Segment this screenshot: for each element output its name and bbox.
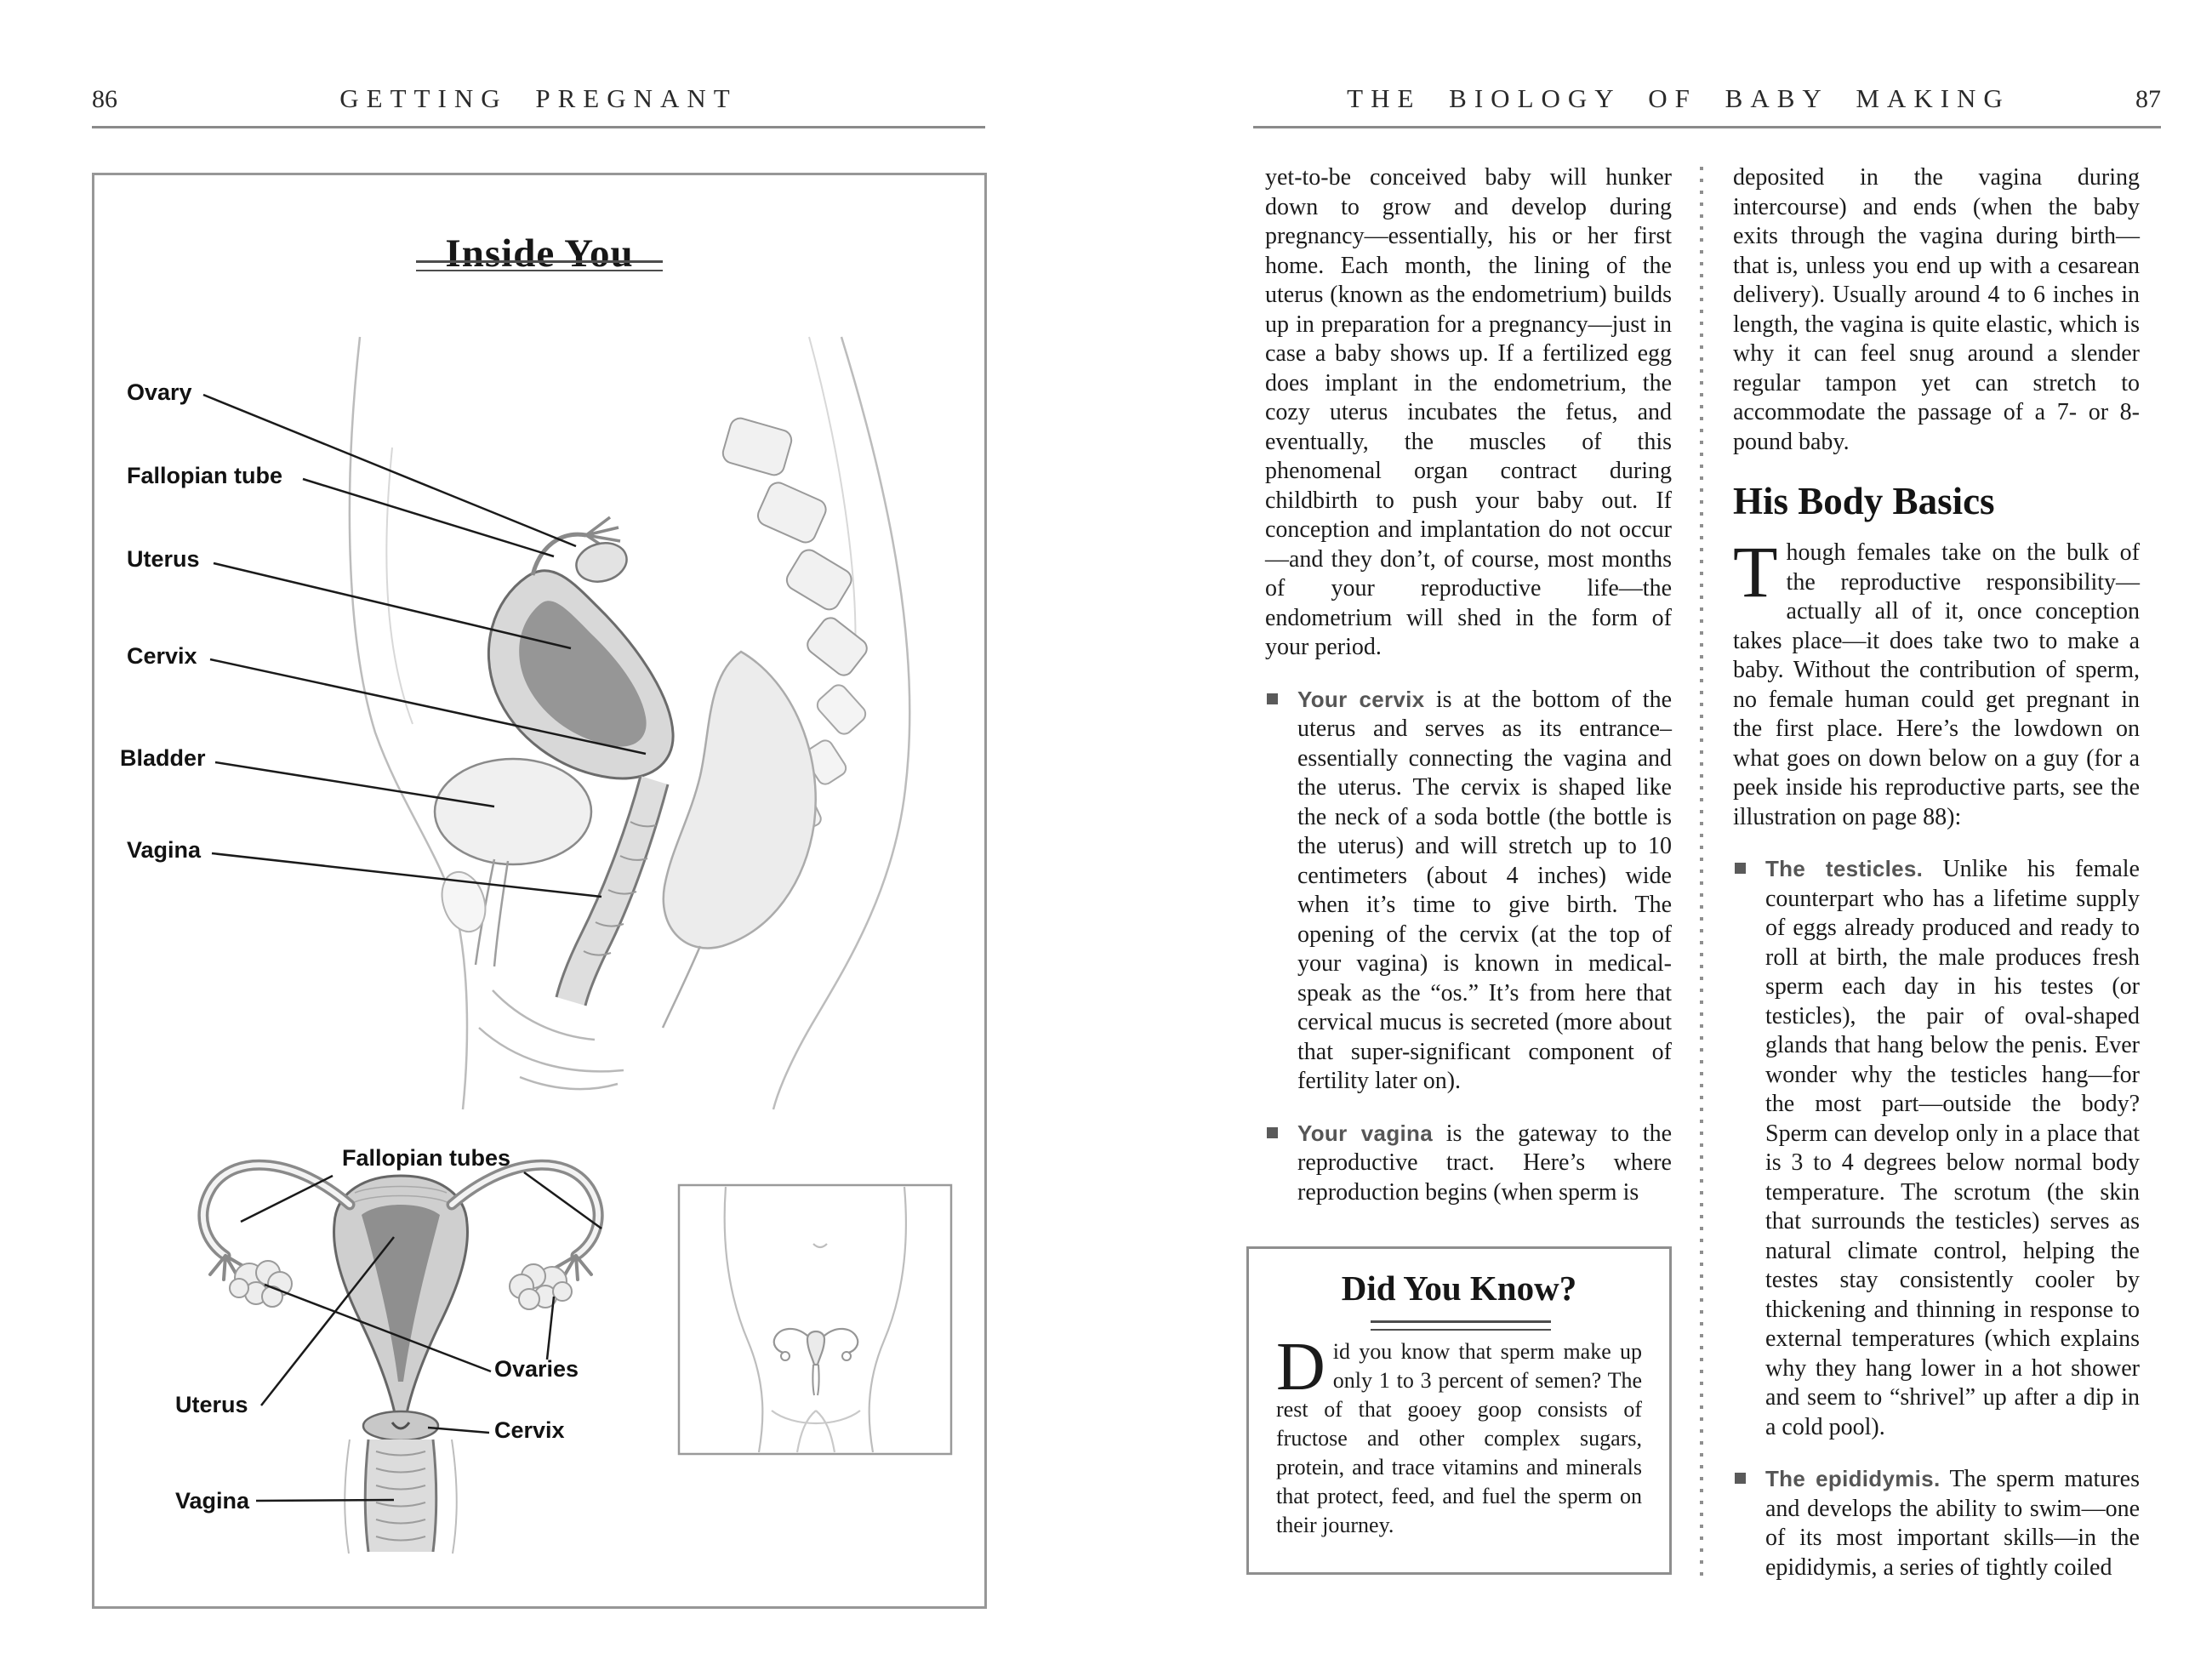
label-fallopian-tube: Fallopian tube — [127, 463, 283, 488]
did-you-know-box — [1246, 1246, 1672, 1575]
bullet-lead-in: The epididymis. — [1765, 1466, 1941, 1491]
bullet-item-epididymis — [1733, 1464, 2140, 1582]
bullet-text: Unlike his female counterpart who has a lifetime supply of eggs already produced and ready to roll at birth, the male produces fresh sperm each day in his testes (or testicles), the pair of oval-shaped glands that hang below the penis. Ever wonder why the testicles hang—for the most part—outside the body? Sperm can develop only in a place that is 3 to 4 degrees below normal body temperature. The scrotum (the skin that surrounds the testicles) serves as natural climate control, helping the testes stay consistently cooler by thickening and thinning in response to external temperatures (which explains why they hang lower in a hot shower and seem to “shrivel” up after a dip in a cold pool). — [1765, 856, 2140, 1440]
did-you-know-rule — [1371, 1320, 1551, 1331]
label-cervix-side: Cervix — [127, 643, 197, 669]
bullet-square-icon — [1735, 863, 1746, 874]
right-head-rule — [1253, 126, 2161, 128]
right-page-number: 87 — [2135, 85, 2161, 113]
drop-cap: D — [1276, 1330, 1325, 1405]
label-fallopian-tubes: Fallopian tubes — [341, 1145, 511, 1171]
bullet-text: is at the bottom of the uterus and serves as its entrance–essentially connecting the vagina and the uterus. The cervix is shaped like the neck of a soda bottle (the bottle is the uterus) and will stretch up to 10 centimeters (about 4 inches) wide when it’s time to give birth. The opening of the cervix (at the top of your vagina) is known in medical-speak as the “os.” It’s from here that cervical mucus is secreted (more about that super-significant component of fertility later on). — [1297, 686, 1672, 1094]
label-cervix-front: Cervix — [494, 1417, 565, 1443]
label-uterus-side: Uterus — [127, 546, 200, 572]
drop-cap: T — [1733, 531, 1778, 613]
body-paragraph: yet-to-be conceived baby will hunker down to grow and develop during pregnancy—essentially, his or her first home. Each month, the lining of the uterus (known as the endometrium) builds up in preparation for a pregnancy—just in case a baby shows up. If a fertilized egg does implant in the endometrium, the cozy uterus incubates the fetus, and eventually, the muscles of this phenomenal organ contract during childbirth to push your baby out. If conception and implantation do not occur—and they don’t, of course, most months of your reproductive life—the endometrium will shed in the form of your period. — [1265, 164, 1672, 660]
body-paragraph — [1733, 531, 2140, 832]
right-page-column-1 — [1265, 163, 1672, 1229]
right-page-column-2 — [1733, 163, 2140, 1605]
figure-title: Inside You — [445, 231, 634, 276]
label-vagina-side: Vagina — [127, 837, 202, 863]
did-you-know-title: Did You Know? — [1341, 1268, 1577, 1308]
left-running-head: GETTING PREGNANT — [339, 83, 738, 113]
torso-inset-drawing — [679, 1185, 951, 1454]
bullet-lead-in: Your vagina — [1297, 1120, 1433, 1146]
bullet-lead-in: The testicles. — [1765, 856, 1924, 881]
label-ovary: Ovary — [127, 379, 192, 405]
bullet-item-cervix — [1265, 685, 1672, 1097]
inside-you-figure-box — [92, 173, 987, 1609]
column-divider — [1700, 167, 1703, 1577]
body-text: hough females take on the bulk of the reproductive responsibility—actually all of it, once conception takes place—it does take two to make a baby. Without the contribution of sperm, no female human could get pregnant in the first place. Here’s the lowdown on what goes on down below on a guy (for a peek inside his reproductive parts, see the illustration on page 88): — [1733, 539, 2140, 830]
section-heading: His Body Basics — [1733, 480, 1995, 522]
bullet-item-testicles — [1733, 854, 2140, 1442]
body-paragraph: deposited in the vagina during intercourse) and ends (when the baby exits through the vagina during birth—that is, unless you end up with a cesarean delivery). Usually around 4 to 6 inches in length, the vagina is quite elastic, which is why it can feel snug around a slender regular tampon yet can stretch to accommodate the passage of a 7- or 8-pound baby. — [1733, 164, 2140, 455]
bullet-item-vagina — [1265, 1119, 1672, 1208]
left-head-rule — [92, 126, 985, 128]
bullet-text: is the gateway to the reproductive tract. Here’s where reproduction begins (when sperm is — [1297, 1120, 1673, 1206]
right-running-head: THE BIOLOGY OF BABY MAKING — [1347, 83, 2010, 113]
did-you-know-text — [1276, 1330, 1642, 1540]
bullet-square-icon — [1735, 1473, 1746, 1484]
left-page-number: 86 — [92, 85, 117, 113]
label-vagina-front: Vagina — [175, 1488, 250, 1514]
bullet-square-icon — [1267, 1127, 1278, 1138]
bullet-lead-in: Your cervix — [1297, 686, 1425, 712]
label-bladder: Bladder — [120, 745, 206, 771]
bullet-text: The sperm matures and develops the ability to swim—one of its most important skills—in the epididymis, a series of tightly coiled — [1765, 1466, 2140, 1581]
bullet-square-icon — [1267, 693, 1278, 704]
label-uterus-front: Uterus — [175, 1392, 248, 1417]
did-you-know-body: id you know that sperm make up only 1 to 3 percent of semen? The rest of that gooey goop consists of fructose and other complex sugars, protein, and trace vitamins and minerals that protect, feed, and fuel the sperm on their journey. — [1276, 1339, 1642, 1537]
side-view-drawing — [203, 337, 909, 1109]
label-ovaries: Ovaries — [494, 1356, 579, 1382]
